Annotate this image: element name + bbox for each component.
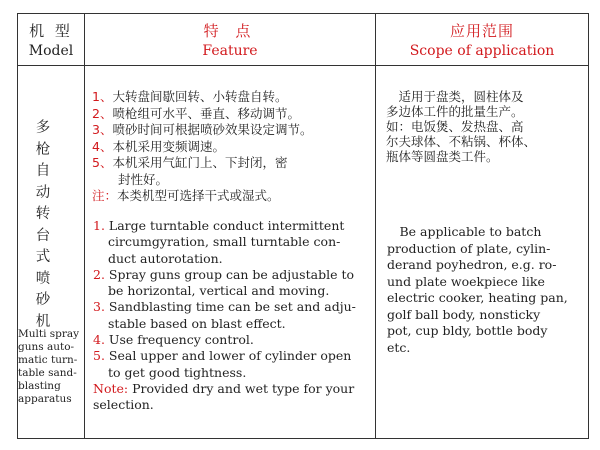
features-en [93, 218, 368, 414]
border-top [17, 13, 589, 14]
scope-zh [386, 89, 586, 164]
feature-zh-text: 喷枪组可水平、垂直、移动调节。 [112, 105, 300, 121]
model-name-zh-char: 枪 [35, 141, 51, 158]
header-feature [85, 20, 375, 59]
feature-en-text: Spray guns group can be adjustable to [108, 266, 354, 282]
model-name-en-line: apparatus [18, 393, 72, 405]
scope-zh-line: 如：电饭煲、发热盘、高 [386, 119, 524, 134]
scope-en-line: pot, cup bldy, bottle body [387, 323, 548, 338]
feature-zh-text: 本机采用气缸门上、下封闭，密 [112, 155, 288, 170]
feature-en-continuation [93, 316, 368, 332]
feature-en-item [93, 332, 368, 348]
feature-en-text: Use frequency control. [108, 332, 254, 348]
border-header-bottom [17, 65, 589, 66]
scope-en-line: derand poyhedron, e.g. ro- [387, 257, 557, 272]
feature-en-note-label: Note: [93, 380, 133, 396]
feature-zh-number: 4、 [92, 138, 113, 154]
model-name-zh-char: 自 [35, 163, 51, 179]
feature-zh-item [92, 122, 362, 139]
feature-zh-item [92, 155, 362, 172]
feature-zh-number: 3、 [92, 122, 113, 137]
feature-en-text: duct autorotation. [108, 250, 223, 266]
feature-en-text: Large turntable conduct intermittent [108, 218, 345, 233]
model-name-zh-char: 机 [35, 313, 51, 330]
model-name-zh-char: 多 [35, 120, 51, 136]
feature-en-text: to get good tightness. [108, 364, 247, 380]
model-name-zh-char: 喷 [35, 270, 51, 287]
feature-en-continuation [93, 251, 368, 267]
divider-2 [375, 13, 376, 439]
feature-en-note-text: Provided dry and wet type for your [132, 380, 355, 396]
header-scope [376, 20, 588, 59]
header-model-en: Model [28, 43, 74, 59]
header-feature-en: Feature [202, 43, 258, 59]
feature-en-text: stable based on blast effect. [108, 315, 286, 331]
model-name-en-line: Multi spray [18, 328, 80, 340]
model-name-zh-char: 台 [35, 227, 51, 244]
scope-zh-line: 尔夫球体、不粘锅、杯体、 [386, 134, 537, 149]
model-name-en [18, 328, 88, 406]
scope-zh-line: 多边体工件的批量生产。 [386, 104, 524, 119]
feature-en-number: 1. [93, 218, 109, 233]
model-name-zh [28, 118, 58, 333]
feature-en-text: be horizontal, vertical and moving. [108, 283, 330, 299]
scope-zh-line: 瓶体等圆盘类工件。 [386, 149, 499, 164]
model-name-en-line: table sand- [18, 367, 77, 379]
feature-en-continuation [93, 365, 368, 381]
feature-zh-note [92, 188, 362, 205]
model-name-zh-char: 式 [35, 249, 51, 265]
feature-en-text: circumgyration, small turntable con- [108, 234, 341, 250]
feature-zh-number: 2、 [92, 105, 113, 121]
feature-zh-text: 本机采用变频调速。 [112, 138, 225, 154]
feature-en-note [93, 381, 368, 397]
feature-zh-number: 1、 [92, 89, 113, 104]
scope-zh-line: 适用于盘类，圆柱体及 [386, 89, 524, 104]
feature-en-number: 4. [93, 332, 109, 348]
feature-zh-item [92, 106, 362, 123]
scope-en-line: electric cooker, heating pan, [387, 290, 568, 305]
feature-zh-continuation: 封性好。 [118, 171, 169, 187]
feature-zh-item [92, 139, 362, 156]
scope-en [387, 224, 592, 356]
feature-en-continuation [93, 283, 368, 299]
model-name-zh-char: 动 [35, 184, 51, 201]
feature-en-number: 3. [93, 299, 109, 315]
feature-zh-item [92, 89, 362, 106]
header-scope-en: Scope of application [409, 43, 555, 59]
feature-en-number: 2. [93, 266, 109, 282]
feature-en-number: 5. [93, 348, 109, 364]
scope-en-line: production of plate, cylin- [387, 240, 551, 256]
feature-en-note-text: selection. [93, 397, 154, 413]
features-zh [92, 89, 362, 205]
model-name-en-line: guns auto- [18, 341, 75, 353]
feature-en-note-continuation [93, 397, 368, 413]
header-model [18, 20, 84, 59]
feature-en-item [93, 299, 368, 315]
model-name-en-line: blasting [18, 380, 61, 392]
scope-en-line: golf ball body, nonsticky [387, 306, 541, 322]
scope-en-line: und plate woekpiece like [387, 273, 545, 289]
feature-zh-note-text: 本类机型可选择干式或湿式。 [117, 188, 280, 203]
scope-en-line: Be applicable to batch [387, 224, 542, 239]
model-name-zh-char: 转 [35, 206, 51, 222]
header-scope-zh: 应用范围 [449, 22, 514, 40]
feature-en-item [93, 218, 368, 234]
feature-en-item [93, 348, 368, 364]
feature-en-text: Sandblasting time can be set and adju- [108, 299, 356, 315]
border-bottom [17, 438, 589, 439]
feature-en-continuation [93, 234, 368, 250]
feature-zh-note-label: 注： [92, 188, 118, 203]
feature-zh-number: 5、 [92, 155, 113, 170]
header-feature-zh: 特 点 [203, 22, 257, 40]
feature-en-text: Seal upper and lower of cylinder open [108, 348, 352, 364]
feature-zh-text: 喷砂时间可根据喷砂效果设定调节。 [112, 122, 313, 137]
feature-zh-text: 大转盘间歇回转、小转盘自转。 [112, 89, 288, 104]
feature-en-item [93, 267, 368, 283]
header-model-zh: 机 型 [29, 22, 73, 40]
model-name-zh-char: 砂 [35, 292, 51, 308]
model-name-en-line: matic turn- [18, 354, 78, 366]
scope-en-line: etc. [387, 339, 411, 355]
